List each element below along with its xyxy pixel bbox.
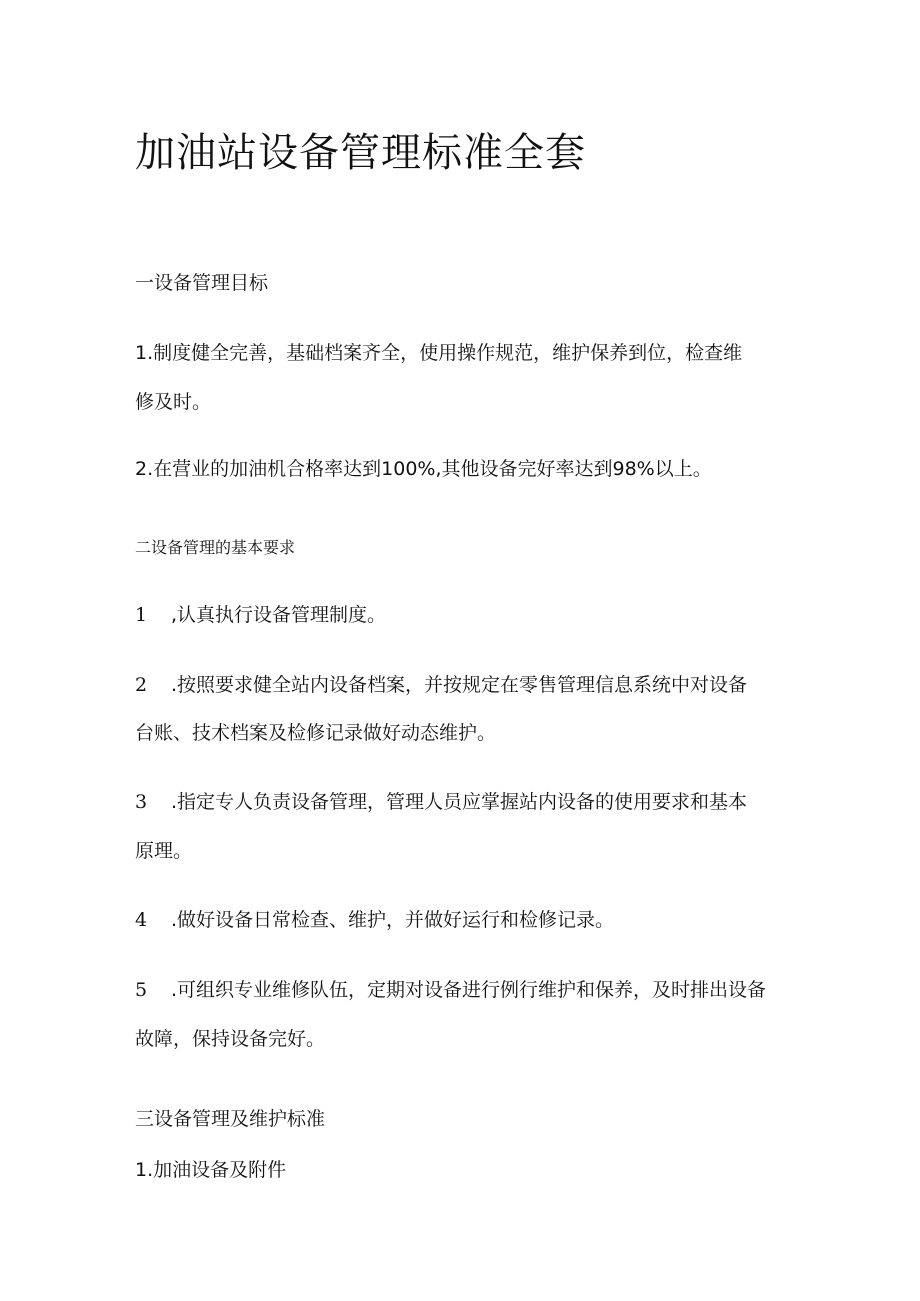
section-2-item-1-number: 1: [135, 604, 148, 626]
section-2-item-2-line-2: 台账、技术档案及检修记录做好动态维护。: [135, 722, 497, 744]
section-2-item-5-number: 5: [135, 979, 148, 1001]
section-1-item-2-number: 2.: [135, 458, 154, 480]
section-1-item-1-number: 1.: [135, 342, 154, 364]
section-2-item-4-text: .做好设备日常检查、维护，并做好运行和检修记录。: [171, 909, 615, 931]
section-2-item-2-line-1: [135, 676, 747, 695]
section-2-item-3-text: .指定专人负责设备管理，管理人员应掌握站内设备的使用要求和基本: [171, 791, 748, 813]
section-3-item-1-line-1: [135, 1161, 286, 1180]
section-2-item-2-number: 2: [135, 674, 148, 696]
section-2-item-1-line-1: [135, 606, 386, 625]
section-1-item-2-line-1: [135, 460, 712, 479]
section-2-item-5-text: .可组织专业维修队伍，定期对设备进行例行维护和保养，及时排出设备: [171, 979, 767, 1001]
section-2-item-4-number: 4: [135, 909, 148, 931]
section-2-item-3-number: 3: [135, 791, 148, 813]
section-1-item-1-text: 制度健全完善，基础档案齐全，使用操作规范，维护保养到位，检查维: [153, 342, 743, 364]
section-2-item-3-line-1: [135, 793, 747, 812]
section-1-item-1-line-1: [135, 344, 742, 363]
section-2-item-1-text: ,认真执行设备管理制度。: [171, 604, 387, 626]
section-2-item-3-line-2: 原理。: [135, 840, 193, 862]
section-2-item-5-line-2: 故障，保持设备完好。: [135, 1028, 326, 1050]
section-2-item-2-text: .按照要求健全站内设备档案，并按规定在零售管理信息系统中对设备: [171, 674, 748, 696]
section-2-item-4-line-1: [135, 911, 614, 930]
section-1-heading: 一设备管理目标: [135, 272, 269, 294]
section-1-item-2-text: 在营业的加油机合格率达到100%,其他设备完好率达到98%以上。: [153, 458, 712, 480]
section-3-item-1-text: 加油设备及附件: [153, 1159, 287, 1181]
section-2-item-5-line-1: [135, 981, 766, 1000]
section-2-heading: 二设备管理的基本要求: [135, 538, 296, 557]
section-3-item-1-number: 1.: [135, 1159, 154, 1181]
section-3-heading: 三设备管理及维护标准: [135, 1108, 326, 1130]
section-1-item-1-line-2: 修及时。: [135, 391, 212, 413]
document-title: 加油站设备管理标准全套: [135, 130, 586, 176]
